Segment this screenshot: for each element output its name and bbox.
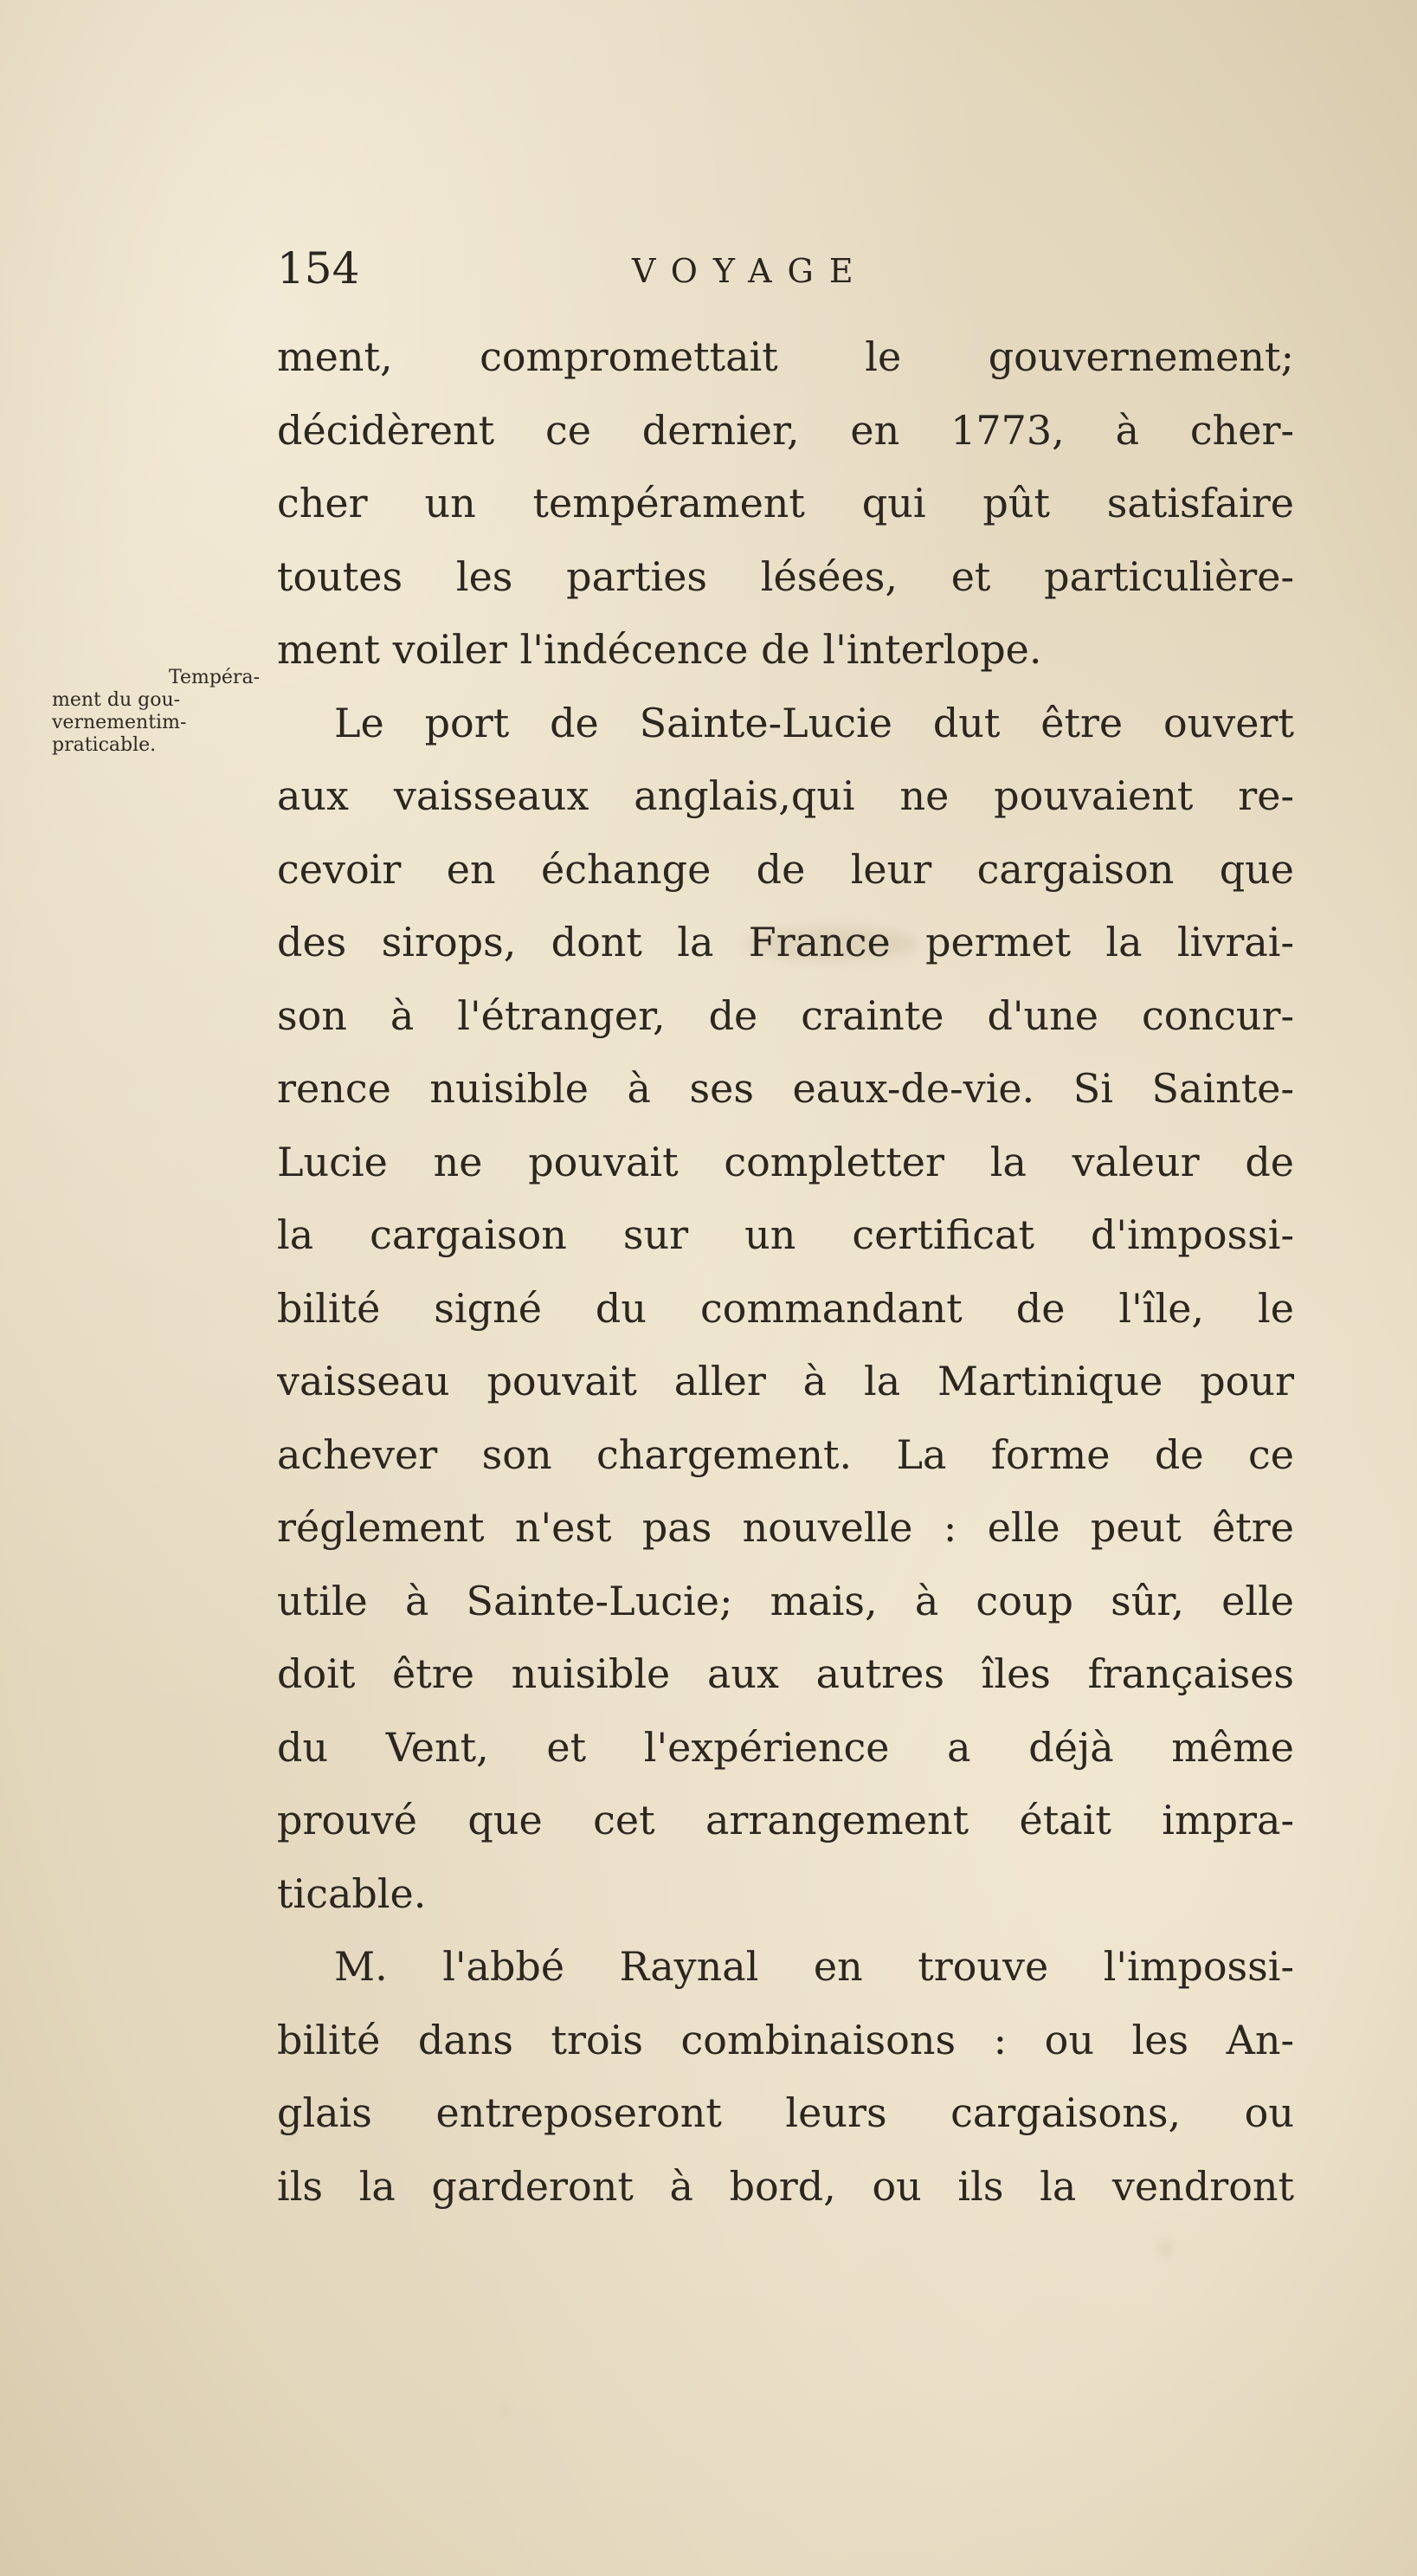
running-head: VOYAGE [632,252,869,290]
marginal-note-line: Tempéra- [168,667,260,688]
text-line: du Vent, et l'expérience a déjà même [277,1723,1294,1771]
marginal-note-line: vernementim- [52,712,187,733]
text-line: la cargaison sur un certificat d'impossi- [277,1211,1294,1258]
text-line: réglement n'est pas nouvelle : elle peut être [277,1504,1294,1551]
marginal-note-line: ment du gou- [52,689,181,711]
text-line: doit être nuisible aux autres îles françaises [277,1650,1294,1697]
foxing-stain [1160,2243,1172,2255]
marginal-note-line: praticable. [52,734,157,756]
text-line: des sirops, dont la France permet la livrai- [277,919,1294,965]
text-line: glais entreposeront leurs cargaisons, ou [277,2089,1294,2136]
text-line: ticable. [277,1869,427,1917]
text-line: Lucie ne pouvait completter la valeur de [277,1138,1294,1185]
text-line: bilité signé du commandant de l'île, le [277,1284,1294,1332]
text-line: toutes les parties lésées, et particulière- [277,552,1294,600]
page-number: 154 [277,243,360,294]
text-line: décidèrent ce dernier, en 1773, à cher- [277,406,1294,454]
marginal-note [52,667,260,757]
paragraph-start-line: Le port de Sainte-Lucie dut être ouvert [334,699,1294,746]
text-line: aux vaisseaux anglais,qui ne pouvaient re- [277,772,1294,819]
text-line: prouvé que cet arrangement était impra- [277,1797,1294,1843]
text-line: cevoir en échange de leur cargaison que [277,845,1294,893]
text-line: bilité dans trois combinaisons : ou les An- [277,2016,1294,2063]
text-line: ment, compromettait le gouvernement; [277,333,1294,380]
paragraph-start-line: M. l'abbé Raynal en trouve l'impossi- [334,1943,1294,1990]
foxing-stain [502,2407,509,2414]
text-line: ils la garderont à bord, ou ils la vendront [277,2162,1294,2210]
text-line: ment voiler l'indécence de l'interlope. [277,626,1042,673]
text-line: achever son chargement. La forme de ce [277,1430,1294,1478]
body-text [277,320,1294,2223]
text-line: utile à Sainte-Lucie; mais, à coup sûr, elle [277,1577,1294,1624]
page-header [277,242,1298,320]
text-line: vaisseau pouvait aller à la Martinique pour [277,1358,1294,1404]
text-line: cher un tempérament qui pût satisfaire [277,480,1294,526]
text-line: rence nuisible à ses eaux-de-vie. Si Sainte- [277,1065,1294,1112]
text-line: son à l'étranger, de crainte d'une concur- [277,991,1294,1039]
